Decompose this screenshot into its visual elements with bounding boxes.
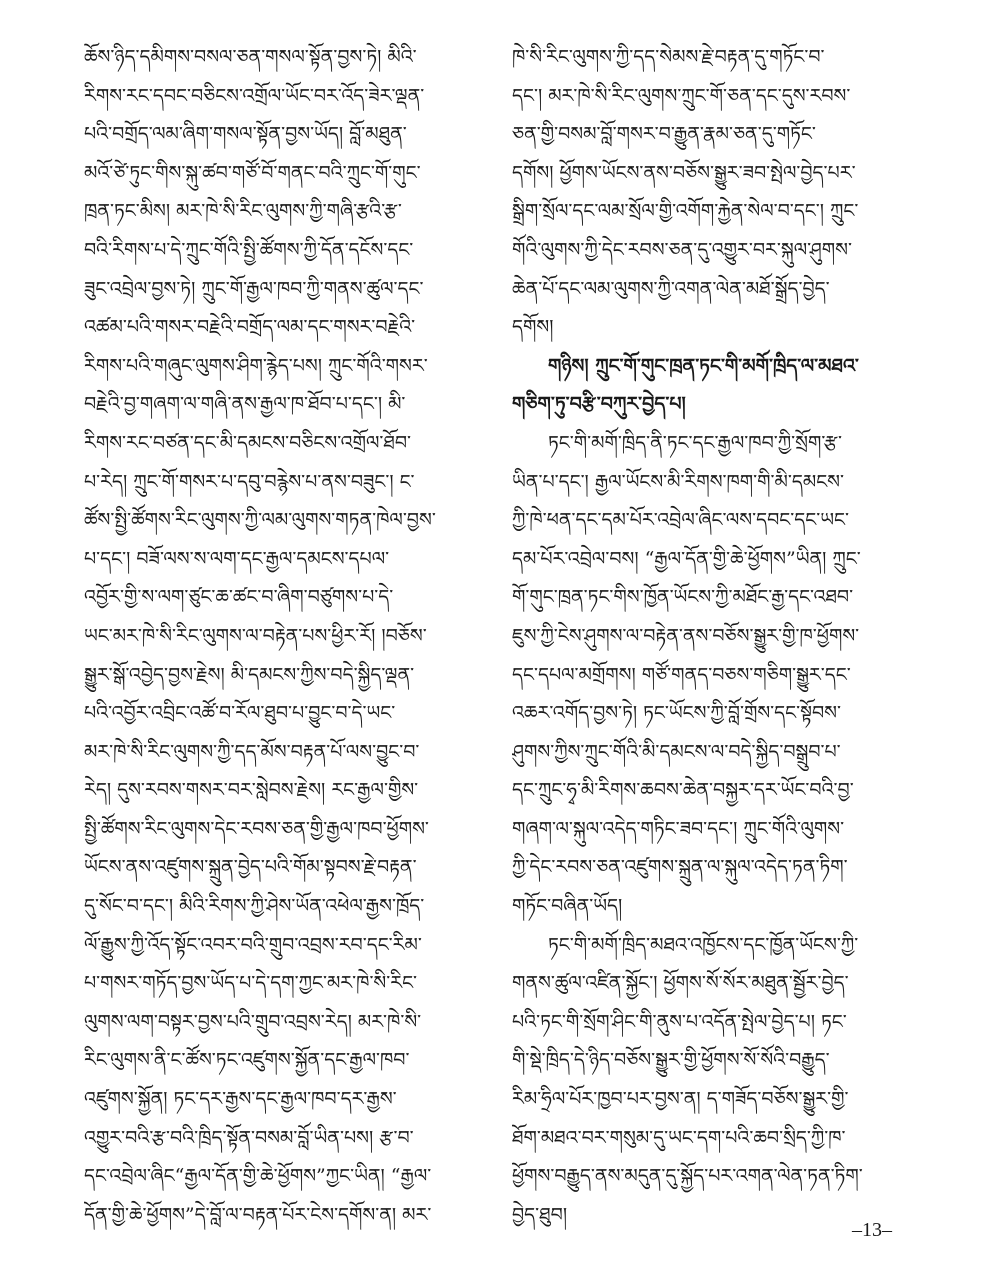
section-heading-line: གཅིག་ཏུ་བརྩི་བཀུར་བྱེད་པ།: [512, 393, 686, 416]
body-text-line: འཆར་འགོད་བྱས་ཏེ། ཏང་ཡོངས་ཀྱི་བློ་གྲོས་དང་སྟོབས་: [512, 702, 841, 725]
body-text-line: ཁྲན་ཏང་མིས། མར་ཁེ་སི་རིང་ལུགས་ཀྱི་གཞི་རྩའི་རྩ་: [84, 200, 402, 223]
body-text-line: སྤྱི་ཚོགས་རིང་ལུགས་དེང་རབས་ཅན་གྱི་རྒྱལ་ཁབ་ཕྱོགས་: [84, 817, 429, 840]
body-text-line: གི་སྡེ་ཁྲིད་དེ་ཉིད་བཅོས་སྒྱུར་གྱི་ཕྱོགས་སོ་སོའི་བརྒྱུད་: [512, 1049, 830, 1072]
body-text-line: དང་། མར་ཁེ་སི་རིང་ལུགས་ཀྲུང་གོ་ཅན་དང་དུས་རབས་: [512, 84, 851, 107]
body-text-line: འབྱོར་གྱི་ས་ལག་ཙུང་ཆ་ཚང་བ་ཞིག་བཙུགས་པ་དེ་: [84, 586, 394, 609]
body-text-line: གཞག་ལ་སྐུལ་འདེད་གཏིང་ཟབ་དང་། ཀྲུང་གོའི་ལུགས་: [512, 817, 845, 840]
body-text-line: ཤུགས་ཀྱིས་ཀྲུང་གོའི་མི་དམངས་ལ་བདེ་སྐྱིད་བསྒྲུབ་པ་: [512, 740, 841, 763]
body-text-line: ཡོངས་ནས་འཛུགས་སྐྲུན་བྱེད་པའི་གོམ་སྟབས་རྗེ་བརྟན་: [84, 856, 417, 879]
body-text-line: བའི་རིགས་པ་དེ་ཀྲུང་གོའི་སྤྱི་ཚོགས་ཀྱི་དོན་དངོས་དང་: [84, 238, 414, 261]
body-text-line: གོ་གུང་ཁྲན་ཏང་གིས་ཁྱོན་ཡོངས་ཀྱི་མཐོང་རྒྱ་དང་འཐབ་: [512, 586, 854, 609]
body-text-line: གོའི་ལུགས་ཀྱི་དེང་རབས་ཅན་དུ་འགྱུར་བར་སྐུལ་ཤུགས་: [512, 238, 852, 261]
body-text-line: དགོས།: [512, 316, 554, 339]
body-text-line: པ་རེད། ཀྲུང་གོ་གསར་པ་དབུ་བརྙེས་པ་ནས་བཟུང་། ང་: [84, 470, 415, 493]
body-text-line: འགྱུར་བའི་རྩ་བའི་ཁྲིད་སྟོན་བསམ་བློ་ཡིན་པས། རྩ་བ་: [84, 1126, 414, 1149]
body-text-line: མར་ཁེ་སི་རིང་ལུགས་ཀྱི་དད་མོས་བརྟན་པོ་ལས་བྱུང་བ་: [84, 740, 420, 763]
page-number: –13–: [852, 1219, 892, 1241]
body-text-line: སྒྲིག་སྲོལ་དང་ལམ་སྲོལ་གྱི་འགོག་རྐྱེན་སེལ་བ་དང་། ཀྲུང་: [512, 200, 859, 223]
body-text-line: དུ་སོང་བ་དང་། མིའི་རིགས་ཀྱི་ཤེས་ཡོན་འཕེལ་རྒྱས་ཁྲོད་: [84, 895, 425, 918]
body-text-line: རིགས་རང་དབང་བཅིངས་འགྲོལ་ཡོང་བར་འོད་ཟེར་ལྡན་: [84, 84, 425, 107]
body-text-line: མའོ་ཙེ་ཏུང་གིས་སྐུ་ཚབ་གཙོ་བོ་གནང་བའི་ཀྲུང་གོ་གུང་: [84, 161, 421, 184]
body-text-line: བརྗེའི་བྱ་གཞག་ལ་གཞི་ནས་རྒྱལ་ཁ་ཐོབ་པ་དང་། མི་: [84, 393, 406, 416]
body-text-line: ཟུང་འབྲེལ་བྱས་ཏེ། ཀྲུང་གོ་རྒྱལ་ཁབ་ཀྱི་གནས་ཚུལ་དང་: [84, 277, 424, 300]
body-text-line: ལོ་རྒྱུས་ཀྱི་འོད་སྟོང་འབར་བའི་གྲུབ་འབྲས་རབ་དང་རིམ་: [84, 933, 422, 956]
body-text-line: རེད། དུས་རབས་གསར་བར་སླེབས་རྗེས། རང་རྒྱལ་གྱིས་: [84, 779, 419, 802]
body-text-line: ཡང་མར་ཁེ་སི་རིང་ལུགས་ལ་བརྟེན་པས་ཕྱིར་རོ། །བཅོས་: [84, 624, 427, 647]
body-text-line: ཀྱི་དེང་རབས་ཅན་འཛུགས་སྐྲུན་ལ་སྐུལ་འདེད་ཏན་ཏིག་: [512, 856, 848, 879]
body-text-line: ཚོས་སྤྱི་ཚོགས་རིང་ལུགས་ཀྱི་ལམ་ལུགས་གཏན་ཁེལ་བྱས་: [84, 509, 436, 532]
body-text-line: དང་འབྲེལ་ཞིང“རྒྱལ་དོན་གྱི་ཆེ་ཕྱོགས”ཀྱང་ཡིན། “རྒྱལ་: [84, 1165, 432, 1188]
body-text-line: ཁེ་སི་རིང་ལུགས་ཀྱི་དད་སེམས་རྗེ་བརྟན་དུ་གཏོང་བ་: [512, 46, 825, 68]
body-text-line: གནས་ཚུལ་འཛིན་སྐྱོང་། ཕྱོགས་སོ་སོར་མཐུན་སྦྱོར་བྱེད་: [512, 972, 849, 995]
body-text-line: པ་གསར་གཏོད་བྱས་ཡོད་པ་དེ་དག་ཀྱང་མར་ཁེ་སི་རིང་: [84, 972, 418, 995]
body-text-line: དང་དཔལ་མགྲོགས། གཙོ་གནད་བཅས་གཅིག་སྒྱུར་དང་: [512, 663, 851, 686]
body-text-line: ལུགས་ལག་བསྟར་བྱས་པའི་གྲུབ་འབྲས་རེད། མར་ཁེ་སི་: [84, 1010, 422, 1033]
body-text-line: ཅན་གྱི་བསམ་བློ་གསར་བ་རྒྱུན་རྣམ་ཅན་དུ་གཏོང་: [512, 123, 816, 146]
body-text-line: ཆེན་པོ་དང་ལམ་ལུགས་ཀྱི་འགན་ལེན་མཐོ་སྒྲོད་བྱེད་: [512, 277, 830, 300]
body-text-line: གཏོང་བཞིན་ཡོད།: [512, 895, 623, 918]
body-text-line: རིགས་པའི་གཞུང་ལུགས་ཤིག་རྙེད་པས། ཀྲུང་གོའི་གསར་: [84, 354, 428, 377]
body-text-line: དགོས། ཕྱོགས་ཡོངས་ནས་བཅོས་སྒྱུར་ཟབ་སྤེལ་བྱེད་པར་: [512, 161, 856, 184]
body-text-line: པ་དང་། བཟོ་ལས་ས་ལག་དང་རྒྱལ་དམངས་དཔལ་: [84, 547, 390, 570]
body-text-line: ཀྱི་ཁེ་ཕན་དང་དམ་པོར་འབྲེལ་ཞིང་ལས་དབང་དང་ཡང་: [512, 509, 849, 532]
body-text-line: རིགས་རང་བཙན་དང་མི་དམངས་བཅིངས་འགྲོལ་ཐོབ་: [84, 431, 412, 454]
body-text-line: ཏང་གི་མགོ་ཁྲིད་ནི་ཏང་དང་རྒྱལ་ཁབ་ཀྱི་སྲོག་རྩ་: [548, 431, 843, 454]
body-text-line: ཐོག་མཐའ་བར་གསུམ་དུ་ཡང་དག་པའི་ཆབ་སྲིད་ཀྱི་ཁ་: [512, 1126, 846, 1149]
right-column: [512, 38, 922, 1234]
body-text-line: པའི་བགྲོད་ལམ་ཞིག་གསལ་སྟོན་བྱས་ཡོད། བློ་མཐུན་: [84, 123, 407, 146]
body-text-line: སྒྱུར་སྒོ་འབྱེད་བྱས་རྗེས། མི་དམངས་ཀྱིས་བདེ་སྐྱིད་ལྡན་: [84, 663, 415, 686]
body-text-line: འཛུགས་སྐྱོན། ཏང་དར་རྒྱས་དང་རྒྱལ་ཁབ་དར་རྒྱས་: [84, 1088, 397, 1111]
body-text-line: རིང་ལུགས་ནི་ང་ཚོས་ཏང་འཛུགས་སྐྱོན་དང་རྒྱལ་ཁབ་: [84, 1049, 410, 1072]
body-text-line: ཇུས་ཀྱི་ངེས་ཤུགས་ལ་བརྟེན་ནས་བཅོས་སྒྱུར་གྱི་ཁ་ཕྱོགས་: [512, 624, 860, 647]
body-text-line: ཕྱོགས་བརྒྱུད་ནས་མདུན་དུ་སྐྱོད་པར་འགན་ལེན་ཏན་ཏིག་: [512, 1165, 863, 1188]
body-text-line: ཡིན་པ་དང་། རྒྱལ་ཡོངས་མི་རིགས་ཁག་གི་མི་དམངས་: [512, 470, 844, 493]
body-text-line: ཆོས་ཉིད་དམིགས་བསལ་ཅན་གསལ་སྟོན་བྱས་ཏེ། མིའི་: [84, 46, 417, 68]
body-text-line: དམ་པོར་འབྲེལ་བས། “རྒྱལ་དོན་གྱི་ཆེ་ཕྱོགས”ཡིན། ཀྲུང་: [512, 547, 861, 570]
body-text-line: རིམ་ཧྲིལ་པོར་ཁྱབ་པར་བྱས་ན། ད་གཟོད་བཅོས་སྒྱུར་གྱི་: [512, 1088, 849, 1111]
body-text-line: དང་ཀྲུང་ཧྭ་མི་རིགས་ཆབས་ཆེན་བསྐྱར་དར་ཡོང་བའི་བྱ་: [512, 779, 854, 802]
body-text-line: འཚམ་པའི་གསར་བརྗེའི་བགྲོད་ལམ་དང་གསར་བརྗེའི་: [84, 316, 416, 339]
body-text-line: པའི་འབྱོར་འབྲིང་འཚོ་བ་རོལ་ཐུབ་པ་བྱུང་བ་དེ་ཡང་: [84, 702, 396, 725]
left-column: [84, 38, 494, 1234]
body-text-line: དོན་གྱི་ཆེ་ཕྱོགས”དེ་བློ་ལ་བརྟན་པོར་ངེས་དགོས་ན། མར་: [84, 1203, 432, 1226]
body-text-line: པའི་ཏང་གི་སྲོག་ཤིང་གི་ནུས་པ་འདོན་སྤེལ་བྱེད་པ། ཏང་: [512, 1010, 847, 1033]
section-heading-line: གཉིས། ཀྲུང་གོ་གུང་ཁྲན་ཏང་གི་མགོ་ཁྲིད་ལ་མཐའ་: [548, 354, 859, 377]
body-text-line: ཏང་གི་མགོ་ཁྲིད་མཐའ་འཁྱོངས་དང་ཁྱོན་ཡོངས་ཀྱི་: [548, 933, 859, 956]
body-text-line: བྱེད་ཐུབ།: [512, 1203, 568, 1226]
